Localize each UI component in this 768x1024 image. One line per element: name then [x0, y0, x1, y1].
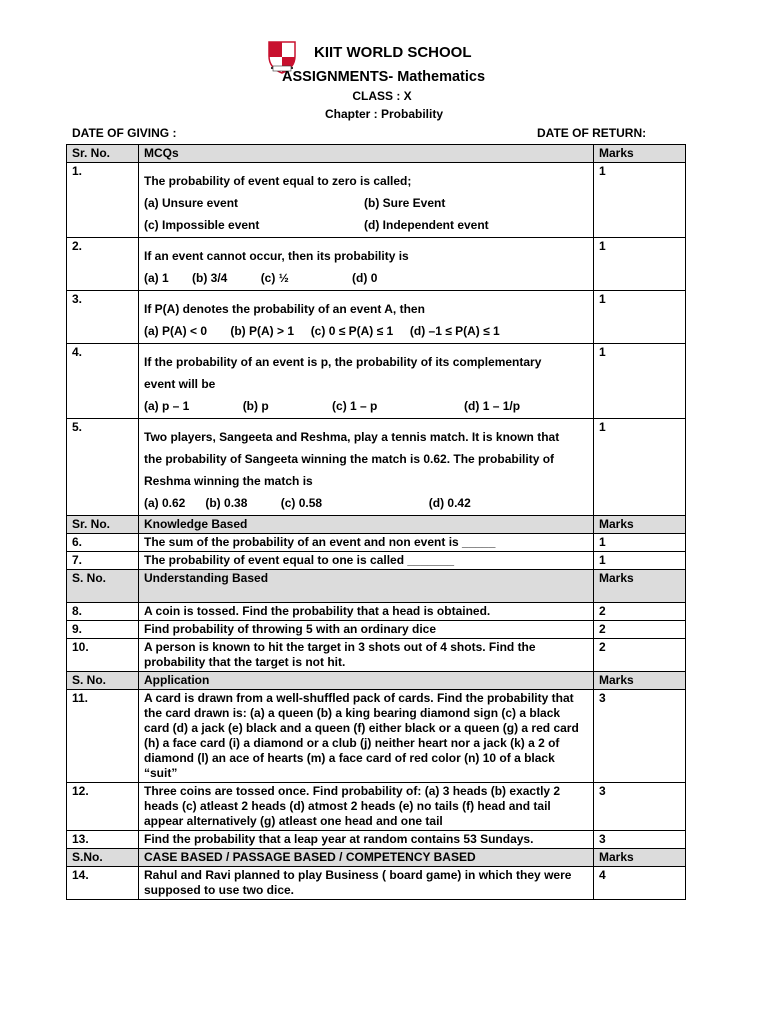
question-text: Two players, Sangeeta and Reshma, play a tennis match. It is known that	[144, 430, 560, 444]
question-number: 10.	[67, 639, 139, 672]
question-text: A card is drawn from a well-shuffled pack of cards. Find the probability that the card drawn is: (a) a queen (b) a king bearing diamond sign (c) a black card (d) a jack (e) black and a queen (f) either black or a queen (g) a red card (h) a face card (i) a diamond or a club (j) neither heart nor a jack (k) a 2 of diamond (l) an ace of hearts (m) a face card of red color (n) 10 of a black “suit”	[139, 690, 594, 783]
question-text: The probability of event equal to zero is called;	[144, 174, 412, 188]
table-row	[67, 534, 686, 552]
question-text: If an event cannot occur, then its probability is	[144, 249, 409, 263]
option-a: (a) Unsure event	[144, 196, 239, 210]
options: (a) 0.62 (b) 0.38 (c) 0.58 (d) 0.42	[144, 496, 471, 510]
question-number: 7.	[67, 552, 139, 570]
section-title: CASE BASED / PASSAGE BASED / COMPETENCY BASED	[139, 849, 594, 867]
questions-table	[66, 144, 686, 900]
chapter-label: Chapter : Probability	[324, 107, 443, 121]
assignment-title: ASSIGNMENTS- Mathematics	[282, 69, 486, 85]
table-row	[67, 163, 686, 238]
question-number: 3.	[67, 291, 139, 344]
question-number: 5.	[67, 419, 139, 516]
question-text: If P(A) denotes the probability of an event A, then	[144, 302, 425, 316]
marks-value: 1	[594, 552, 686, 570]
question-number: 13.	[67, 831, 139, 849]
options: (a) 1 (b) 3/4 (c) ½ (d) 0	[144, 271, 378, 285]
marks-value: 2	[594, 621, 686, 639]
school-name: KIIT WORLD SCHOOL	[314, 44, 472, 61]
section-title: MCQs	[139, 145, 594, 163]
table-row	[67, 291, 686, 344]
question-number: 9.	[67, 621, 139, 639]
table-row	[67, 783, 686, 831]
date-of-return-label: DATE OF RETURN:	[537, 126, 647, 140]
marks-value: 3	[594, 690, 686, 783]
question-text: Find probability of throwing 5 with an ordinary dice	[139, 621, 594, 639]
table-row	[67, 552, 686, 570]
section-header-understanding	[67, 570, 686, 603]
question-text: The probability of event equal to one is called _______	[139, 552, 594, 570]
question-number: 4.	[67, 344, 139, 419]
option-b: (b) Sure Event	[364, 196, 446, 210]
marks-value: 4	[594, 867, 686, 900]
date-of-giving-label: DATE OF GIVING :	[72, 126, 177, 140]
table-row	[67, 603, 686, 621]
table-row	[67, 831, 686, 849]
question-text: Rahul and Ravi planned to play Business ( board game) in which they were supposed to use two dice.	[139, 867, 594, 900]
section-title: Understanding Based	[139, 570, 594, 603]
question-text: Reshma winning the match is	[144, 474, 313, 488]
marks-header: Marks	[594, 849, 686, 867]
options: (a) p – 1 (b) p (c) 1 – p (d) 1 – 1/p	[144, 399, 521, 413]
question-text: event will be	[144, 377, 216, 391]
marks-value: 1	[594, 238, 686, 291]
table-row	[67, 639, 686, 672]
question-number: 1.	[67, 163, 139, 238]
section-header-knowledge	[67, 516, 686, 534]
marks-value: 1	[594, 163, 686, 238]
question-text: A coin is tossed. Find the probability that a head is obtained.	[139, 603, 594, 621]
marks-value: 1	[594, 291, 686, 344]
question-text: Find the probability that a leap year at random contains 53 Sundays.	[139, 831, 594, 849]
question-number: 8.	[67, 603, 139, 621]
table-row	[67, 419, 686, 516]
marks-value: 1	[594, 419, 686, 516]
marks-value: 2	[594, 639, 686, 672]
marks-header: Marks	[594, 145, 686, 163]
section-header-application	[67, 672, 686, 690]
option-d: (d) Independent event	[364, 218, 489, 232]
question-text: the probability of Sangeeta winning the match is 0.62. The probability of	[144, 452, 555, 466]
question-text: If the probability of an event is p, the probability of its complementary	[144, 355, 542, 369]
marks-header: Marks	[594, 570, 686, 603]
question-number: 14.	[67, 867, 139, 900]
question-number: 6.	[67, 534, 139, 552]
question-number: 12.	[67, 783, 139, 831]
marks-header: Marks	[594, 516, 686, 534]
sr-no-header: S. No.	[67, 570, 139, 603]
marks-value: 3	[594, 783, 686, 831]
section-header-mcq	[67, 145, 686, 163]
section-header-case-based	[67, 849, 686, 867]
options: (a) P(A) < 0 (b) P(A) > 1 (c) 0 ≤ P(A) ≤ 1 (d) –1 ≤ P(A) ≤ 1	[144, 324, 500, 338]
option-c: (c) Impossible event	[144, 218, 260, 232]
question-text: A person is known to hit the target in 3 shots out of 4 shots. Find the probability that the target is not hit.	[139, 639, 594, 672]
sr-no-header: S. No.	[67, 672, 139, 690]
table-row	[67, 690, 686, 783]
sr-no-header: Sr. No.	[67, 516, 139, 534]
table-row	[67, 344, 686, 419]
sr-no-header: Sr. No.	[67, 145, 139, 163]
table-row	[67, 238, 686, 291]
section-title: Application	[139, 672, 594, 690]
marks-value: 2	[594, 603, 686, 621]
question-number: 11.	[67, 690, 139, 783]
question-number: 2.	[67, 238, 139, 291]
table-row	[67, 867, 686, 900]
section-title: Knowledge Based	[139, 516, 594, 534]
table-row	[67, 621, 686, 639]
question-text: Three coins are tossed once. Find probability of: (a) 3 heads (b) exactly 2 heads (c) atleast 2 heads (d) atmost 2 heads (e) no tails (f) head and tail appear alternatively (g) atleast one head and one tail	[139, 783, 594, 831]
sr-no-header: S.No.	[67, 849, 139, 867]
marks-value: 1	[594, 344, 686, 419]
marks-value: 1	[594, 534, 686, 552]
class-label: CLASS : X	[352, 89, 412, 103]
marks-header: Marks	[594, 672, 686, 690]
marks-value: 3	[594, 831, 686, 849]
question-text: The sum of the probability of an event and non event is _____	[139, 534, 594, 552]
